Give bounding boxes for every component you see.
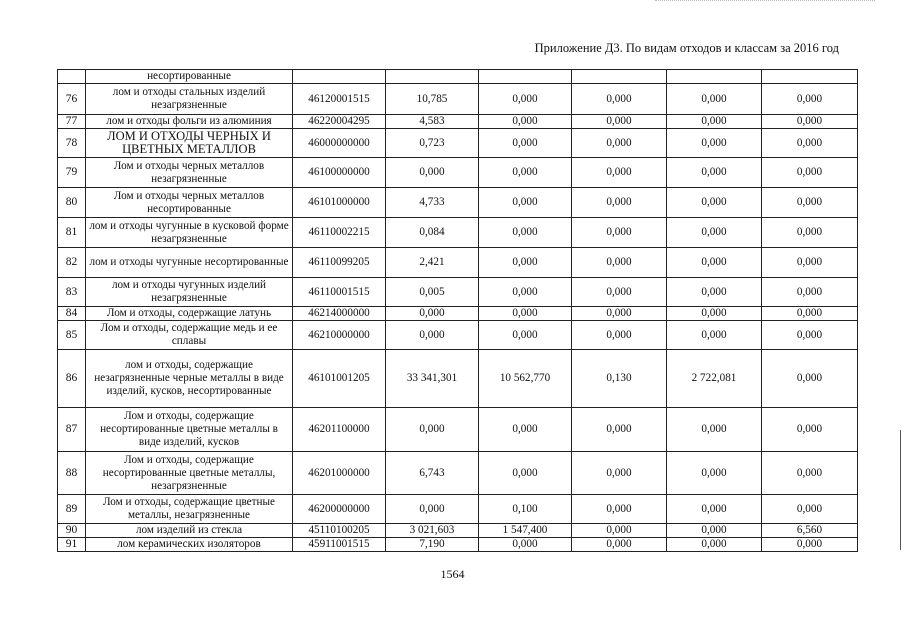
table-row bbox=[58, 70, 858, 84]
value-5: 0,000 bbox=[762, 84, 858, 115]
value-3: 0,000 bbox=[572, 307, 667, 321]
value-5: 0,000 bbox=[762, 218, 858, 248]
value-3: 0,000 bbox=[572, 321, 667, 350]
waste-code: 46201100000 bbox=[293, 408, 386, 452]
value-1: 7,190 bbox=[386, 538, 479, 552]
scan-edge-line bbox=[900, 430, 901, 550]
value-2: 0,000 bbox=[479, 158, 572, 188]
value-3: 0,000 bbox=[572, 115, 667, 129]
value-4: 2 722,081 bbox=[667, 350, 762, 408]
waste-code: 46220004295 bbox=[293, 115, 386, 129]
waste-name: лом и отходы чугунные в кусковой форме незагрязненные bbox=[86, 218, 293, 248]
value-1: 0,084 bbox=[386, 218, 479, 248]
value-4: 0,000 bbox=[667, 188, 762, 218]
value-1: 4,583 bbox=[386, 115, 479, 129]
row-number bbox=[58, 70, 86, 84]
value-1: 0,723 bbox=[386, 129, 479, 158]
value-2: 0,000 bbox=[479, 408, 572, 452]
value-3: 0,000 bbox=[572, 495, 667, 524]
value-2: 0,000 bbox=[479, 84, 572, 115]
value-2: 0,100 bbox=[479, 495, 572, 524]
value-2: 0,000 bbox=[479, 129, 572, 158]
value-1: 0,000 bbox=[386, 495, 479, 524]
waste-code: 46120001515 bbox=[293, 84, 386, 115]
value-3: 0,000 bbox=[572, 158, 667, 188]
waste-name: Лом и отходы, содержащие цветные металлы, незагрязненные bbox=[86, 495, 293, 524]
scan-smudge bbox=[655, 0, 875, 3]
value-1: 0,000 bbox=[386, 408, 479, 452]
value-5: 0,000 bbox=[762, 129, 858, 158]
value-5: 0,000 bbox=[762, 408, 858, 452]
value-5: 0,000 bbox=[762, 452, 858, 495]
table-row bbox=[58, 188, 858, 218]
value-4: 0,000 bbox=[667, 321, 762, 350]
value-4: 0,000 bbox=[667, 524, 762, 538]
waste-code: 45911001515 bbox=[293, 538, 386, 552]
value-2: 0,000 bbox=[479, 115, 572, 129]
row-number: 85 bbox=[58, 321, 86, 350]
row-number: 79 bbox=[58, 158, 86, 188]
table-row bbox=[58, 538, 858, 552]
page-number: 1564 bbox=[440, 567, 465, 581]
value-3: 0,000 bbox=[572, 278, 667, 307]
row-number: 84 bbox=[58, 307, 86, 321]
value-2: 0,000 bbox=[479, 218, 572, 248]
row-number: 90 bbox=[58, 524, 86, 538]
row-number: 80 bbox=[58, 188, 86, 218]
value-2: 0,000 bbox=[479, 307, 572, 321]
table-row bbox=[58, 408, 858, 452]
value-1: 0,000 bbox=[386, 158, 479, 188]
waste-table bbox=[57, 69, 858, 552]
waste-code: 46201000000 bbox=[293, 452, 386, 495]
waste-code: 46000000000 bbox=[293, 129, 386, 158]
waste-name: лом и отходы, содержащие незагрязненные черные металлы в виде изделий, кусков, несортированные bbox=[86, 350, 293, 408]
value-3: 0,000 bbox=[572, 84, 667, 115]
value-1 bbox=[386, 70, 479, 84]
waste-name: лом и отходы фольги из алюминия bbox=[86, 115, 293, 129]
waste-code: 46110001515 bbox=[293, 278, 386, 307]
waste-name: Лом и отходы, содержащие несортированные цветные металлы, незагрязненные bbox=[86, 452, 293, 495]
waste-name: Лом и отходы, содержащие медь и ее сплавы bbox=[86, 321, 293, 350]
table-row bbox=[58, 278, 858, 307]
value-3: 0,000 bbox=[572, 188, 667, 218]
table-row bbox=[58, 321, 858, 350]
table-row bbox=[58, 452, 858, 495]
value-5 bbox=[762, 70, 858, 84]
value-4: 0,000 bbox=[667, 495, 762, 524]
value-2: 10 562,770 bbox=[479, 350, 572, 408]
value-2: 0,000 bbox=[479, 188, 572, 218]
value-5: 0,000 bbox=[762, 495, 858, 524]
waste-code: 46101001205 bbox=[293, 350, 386, 408]
value-3: 0,000 bbox=[572, 538, 667, 552]
value-2: 0,000 bbox=[479, 538, 572, 552]
row-number: 81 bbox=[58, 218, 86, 248]
value-5: 0,000 bbox=[762, 158, 858, 188]
value-2: 0,000 bbox=[479, 248, 572, 278]
waste-name: лом изделий из стекла bbox=[86, 524, 293, 538]
value-4: 0,000 bbox=[667, 218, 762, 248]
value-5: 0,000 bbox=[762, 538, 858, 552]
table-row bbox=[58, 84, 858, 115]
value-4: 0,000 bbox=[667, 129, 762, 158]
row-number: 82 bbox=[58, 248, 86, 278]
value-4: 0,000 bbox=[667, 408, 762, 452]
value-1: 6,743 bbox=[386, 452, 479, 495]
value-4: 0,000 bbox=[667, 452, 762, 495]
row-number: 76 bbox=[58, 84, 86, 115]
row-number: 89 bbox=[58, 495, 86, 524]
row-number: 86 bbox=[58, 350, 86, 408]
value-3: 0,000 bbox=[572, 452, 667, 495]
waste-code: 46101000000 bbox=[293, 188, 386, 218]
value-4: 0,000 bbox=[667, 158, 762, 188]
table-row bbox=[58, 129, 858, 158]
value-1: 0,005 bbox=[386, 278, 479, 307]
value-4: 0,000 bbox=[667, 307, 762, 321]
waste-name: лом и отходы чугунные несортированные bbox=[86, 248, 293, 278]
value-1: 33 341,301 bbox=[386, 350, 479, 408]
value-3: 0,000 bbox=[572, 248, 667, 278]
value-5: 0,000 bbox=[762, 278, 858, 307]
value-4: 0,000 bbox=[667, 538, 762, 552]
value-5: 0,000 bbox=[762, 115, 858, 129]
value-2: 0,000 bbox=[479, 278, 572, 307]
row-number: 83 bbox=[58, 278, 86, 307]
row-number: 78 bbox=[58, 129, 86, 158]
table-row bbox=[58, 248, 858, 278]
row-number: 91 bbox=[58, 538, 86, 552]
value-4: 0,000 bbox=[667, 115, 762, 129]
waste-code bbox=[293, 70, 386, 84]
table-row bbox=[58, 350, 858, 408]
waste-name: Лом и отходы черных металлов незагрязненные bbox=[86, 158, 293, 188]
waste-name: несортированные bbox=[86, 70, 293, 84]
value-2: 1 547,400 bbox=[479, 524, 572, 538]
waste-name: Лом и отходы, содержащие несортированные цветные металлы в виде изделий, кусков bbox=[86, 408, 293, 452]
waste-code: 46214000000 bbox=[293, 307, 386, 321]
value-5: 0,000 bbox=[762, 248, 858, 278]
waste-code: 45110100205 bbox=[293, 524, 386, 538]
table-row bbox=[58, 495, 858, 524]
value-5: 0,000 bbox=[762, 188, 858, 218]
value-1: 0,000 bbox=[386, 321, 479, 350]
value-5: 0,000 bbox=[762, 321, 858, 350]
table-row bbox=[58, 218, 858, 248]
waste-name: лом и отходы стальных изделий незагрязненные bbox=[86, 84, 293, 115]
row-number: 87 bbox=[58, 408, 86, 452]
row-number: 77 bbox=[58, 115, 86, 129]
value-4 bbox=[667, 70, 762, 84]
waste-name: Лом и отходы, содержащие латунь bbox=[86, 307, 293, 321]
table-row bbox=[58, 307, 858, 321]
value-3: 0,000 bbox=[572, 218, 667, 248]
waste-code: 46110002215 bbox=[293, 218, 386, 248]
value-1: 2,421 bbox=[386, 248, 479, 278]
value-3: 0,000 bbox=[572, 524, 667, 538]
value-3: 0,130 bbox=[572, 350, 667, 408]
row-number: 88 bbox=[58, 452, 86, 495]
value-3: 0,000 bbox=[572, 129, 667, 158]
value-2: 0,000 bbox=[479, 452, 572, 495]
value-5: 0,000 bbox=[762, 350, 858, 408]
page-header: Приложение Д3. По видам отходов и классам за 2016 год bbox=[534, 41, 839, 55]
value-4: 0,000 bbox=[667, 278, 762, 307]
value-2: 0,000 bbox=[479, 321, 572, 350]
value-3: 0,000 bbox=[572, 408, 667, 452]
value-4: 0,000 bbox=[667, 84, 762, 115]
waste-name: ЛОМ И ОТХОДЫ ЧЕРНЫХ И ЦВЕТНЫХ МЕТАЛЛОВ bbox=[86, 129, 293, 158]
value-2 bbox=[479, 70, 572, 84]
value-1: 3 021,603 bbox=[386, 524, 479, 538]
waste-name: лом и отходы чугунных изделий незагрязненные bbox=[86, 278, 293, 307]
waste-name: Лом и отходы черных металлов несортированные bbox=[86, 188, 293, 218]
waste-code: 46100000000 bbox=[293, 158, 386, 188]
value-1: 0,000 bbox=[386, 307, 479, 321]
waste-code: 46110099205 bbox=[293, 248, 386, 278]
table-row bbox=[58, 524, 858, 538]
waste-name: лом керамических изоляторов bbox=[86, 538, 293, 552]
value-1: 10,785 bbox=[386, 84, 479, 115]
value-1: 4,733 bbox=[386, 188, 479, 218]
table-body bbox=[58, 70, 858, 552]
value-3 bbox=[572, 70, 667, 84]
value-5: 6,560 bbox=[762, 524, 858, 538]
waste-code: 46200000000 bbox=[293, 495, 386, 524]
waste-code: 46210000000 bbox=[293, 321, 386, 350]
table-row bbox=[58, 158, 858, 188]
value-4: 0,000 bbox=[667, 248, 762, 278]
table-row bbox=[58, 115, 858, 129]
value-5: 0,000 bbox=[762, 307, 858, 321]
